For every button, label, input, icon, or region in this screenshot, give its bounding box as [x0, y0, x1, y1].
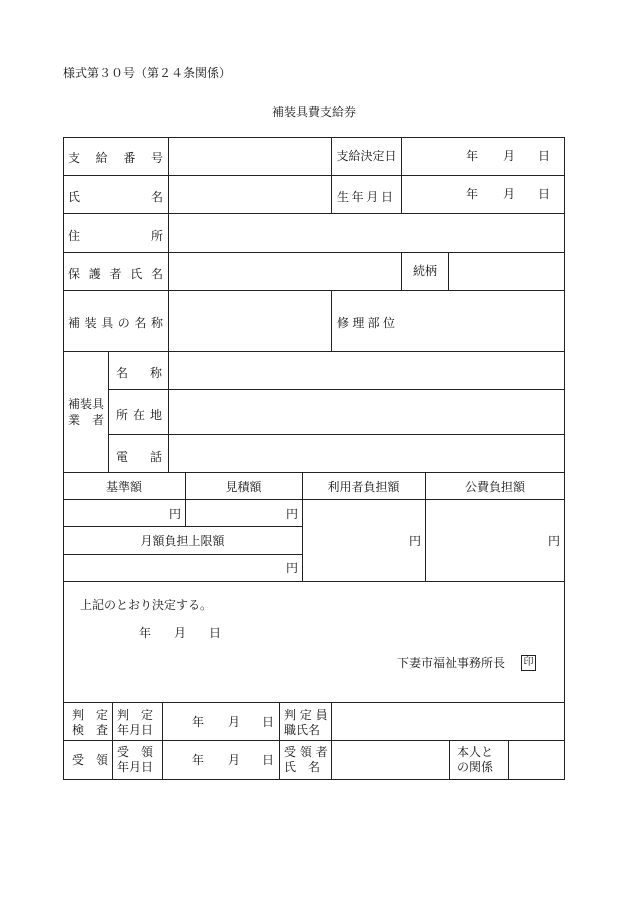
- office-name: 下妻市福祉事務所長: [397, 656, 506, 670]
- vendor-name-label: 名 称: [116, 366, 162, 380]
- vendor-group-label-1: 補装具: [68, 397, 105, 411]
- monthly-cap-label: 月額負担上限額: [140, 534, 225, 548]
- user-burden-label: 利用者負担額: [327, 480, 400, 494]
- standard-amount-label: 基準額: [105, 480, 142, 494]
- birth-date-label: 生 年 月 日: [337, 190, 393, 204]
- receipt-date-label: 受 領 年月日: [117, 745, 154, 774]
- device-name-label: 補 装 具 の 名 称: [68, 316, 163, 330]
- receipt-label: 受 領: [72, 753, 109, 767]
- estimate-amount-label: 見積額: [225, 480, 262, 494]
- vendor-phone-label: 電 話: [116, 450, 162, 464]
- decision-date-label: 支給決定日: [336, 149, 397, 163]
- repair-part-label: 修 理 部 位: [337, 316, 395, 330]
- vendor-location-label: 所 在 地: [116, 408, 162, 422]
- payment-number-label: 支 給 番 号: [68, 151, 163, 165]
- estimate-yen: 円: [286, 507, 299, 521]
- judgment-inspection-label: 判 定 検 査: [72, 708, 109, 737]
- monthly-cap-yen: 円: [286, 561, 299, 575]
- standard-yen: 円: [169, 507, 182, 521]
- judge-name-label: 判 定 員 職氏名: [284, 708, 328, 737]
- vendor-group-label-2: 業 者: [68, 413, 105, 427]
- form-title: 補装具費支給券: [272, 105, 357, 119]
- seal-mark: 印: [521, 655, 536, 671]
- public-burden-yen: 円: [548, 534, 561, 548]
- judgment-date-label: 判 定 年月日: [117, 708, 154, 737]
- guardian-name-label: 保 護 者 氏 名: [68, 267, 163, 281]
- decision-statement: 上記のとおり決定する。: [80, 598, 213, 612]
- relationship-label: 本人と の関係: [457, 745, 494, 774]
- form-number: 様式第３０号（第２４条関係）: [63, 66, 232, 80]
- name-label: 氏 名: [68, 190, 163, 204]
- public-burden-label: 公費負担額: [464, 480, 525, 494]
- relation-label: 続柄: [412, 264, 437, 278]
- address-label: 住 所: [68, 229, 163, 243]
- receiver-name-label: 受 領 者 氏 名: [284, 745, 328, 774]
- user-burden-yen: 円: [409, 534, 422, 548]
